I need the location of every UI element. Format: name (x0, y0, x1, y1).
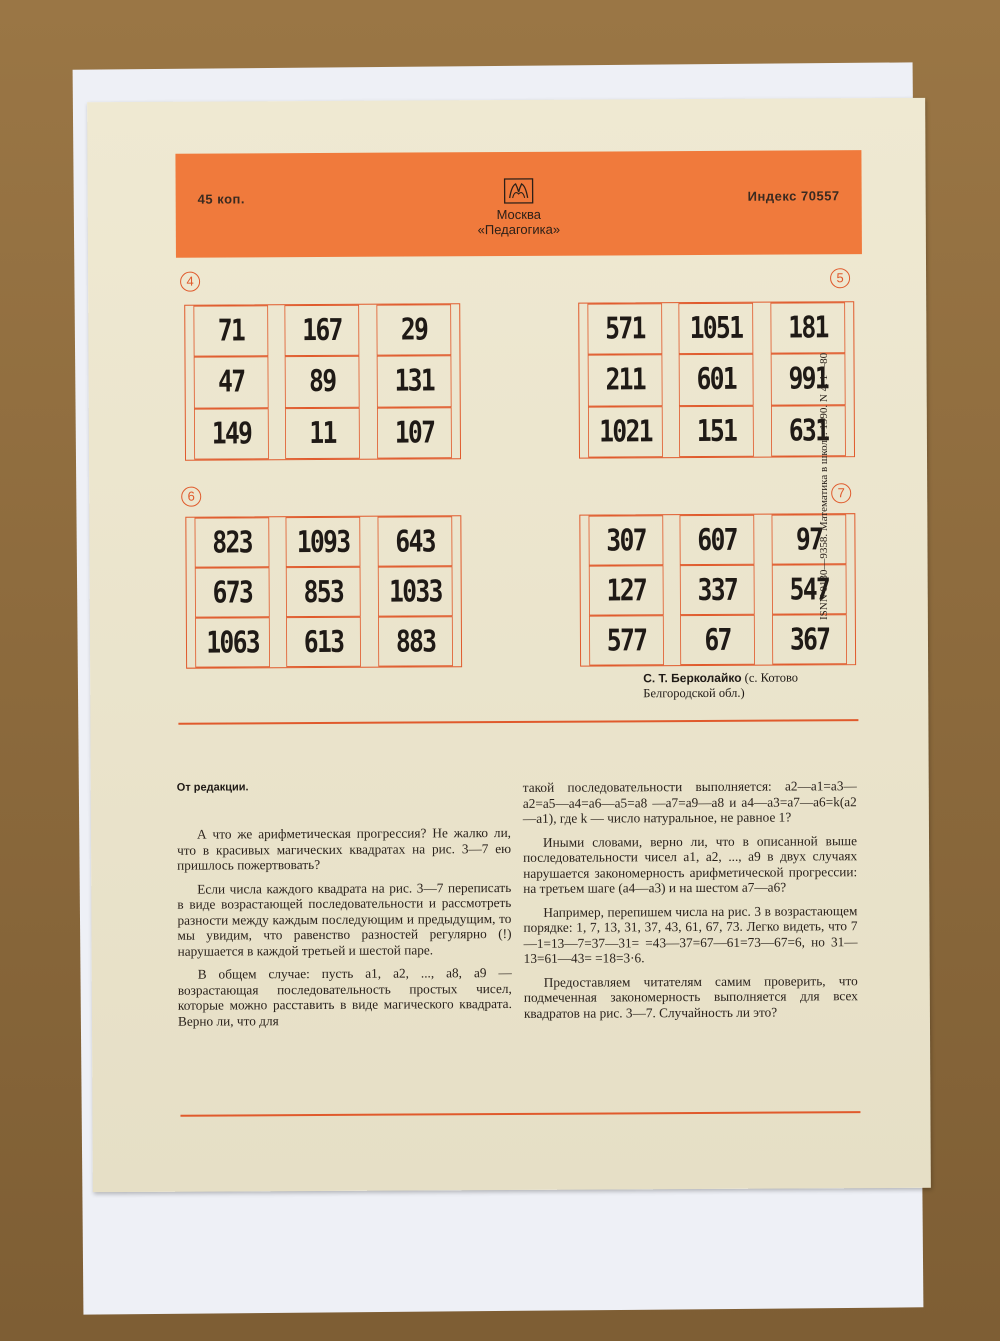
square-cell: 1021 (588, 406, 663, 458)
square-cell: 67 (680, 615, 755, 665)
paragraph: Иными словами, верно ли, что в описанной выше последовательности чисел a1, a2, ..., a9 в двух случаях нарушается закономерность арифметической прогрессии: на третьем шаге (a4—a3) и на шестом a7—a6? (523, 832, 858, 896)
square-cell: 601 (679, 354, 754, 406)
divider-top (178, 719, 858, 724)
square-cell: 1051 (679, 303, 754, 355)
square-cell: 1063 (195, 617, 270, 667)
square-cell: 883 (378, 616, 453, 666)
paragraph: А что же арифметическая прогрессия? Не жалко ли, что в красивых магических квадратах на рис. 3—7 ею пришлось пожертвовать? (177, 824, 512, 873)
paragraph: Например, перепишем числа на рис. 3 в возрастающем порядке: 1, 7, 13, 31, 37, 43, 61, 67, 73. Легко видеть, что 7—1=13—7=37—31= =43—37=67—61=73—67=6, но 31—13=61—43= =18=3·6. (523, 902, 858, 966)
publisher-city: Москва (496, 206, 541, 223)
square-cell: 127 (589, 565, 664, 615)
square-cell: 149 (194, 408, 269, 460)
hands-book-logo-icon (504, 178, 534, 204)
subscription-index: Индекс 70557 (747, 188, 840, 204)
publisher (176, 176, 862, 239)
paragraph: такой последовательности выполняется: a2—a1=a3—a2=a5—a4=a6—a5=a8 —a7=a9—a8 и a4—a3=a7—a6=k(a2—a1), где k — число натуральное, не равное 1? (522, 778, 857, 826)
square-cell: 1033 (377, 566, 452, 616)
square-cell: 613 (286, 617, 361, 667)
square-cell: 631 (771, 405, 846, 457)
figure-number-4: 4 (180, 272, 200, 292)
square-cell: 47 (194, 357, 269, 409)
square-cell: 643 (377, 516, 452, 566)
author-name: С. Т. Берколайко (643, 670, 742, 686)
editorial-heading: От редакции. (176, 781, 249, 794)
square-cell: 11 (285, 407, 360, 459)
square-cell: 571 (587, 303, 662, 355)
square-cell: 71 (193, 305, 268, 357)
square-cell: 337 (680, 565, 755, 615)
square-cell: 29 (376, 304, 451, 356)
editorial-column-left (177, 825, 512, 1037)
author-credit (643, 670, 873, 701)
magic-square-4 (184, 303, 461, 460)
publisher-name: «Педагогика» (477, 221, 561, 238)
square-cell: 673 (195, 567, 270, 617)
divider-bottom (180, 1111, 860, 1116)
square-cell: 547 (771, 564, 846, 614)
paragraph: Если числа каждого квадрата на рис. 3—7 переписать в виде возрастающей последовательности и рассмотреть разности между каждым последующим и предыдущим, то мы увидим, что равенство разностей регулярно (!) нарушается в каждой третьей и шестой паре. (177, 879, 512, 959)
square-cell: 151 (679, 405, 754, 457)
square-cell: 181 (770, 302, 845, 354)
issn-line: ISNN 0130—9358. Математика в школе. 1990. N 4. 1—80 (818, 352, 830, 620)
square-cell: 89 (285, 356, 360, 408)
square-cell: 107 (377, 407, 452, 459)
magic-square-7 (579, 513, 856, 666)
paragraph: В общем случае: пусть a1, a2, ..., a8, a9 — возрастающая последовательность простых чисел, которые можно расставить в виде магического квадрата. Верно ли, что для (177, 964, 512, 1029)
figure-number-6: 6 (181, 487, 201, 507)
square-cell: 131 (376, 356, 451, 408)
figure-number-5: 5 (830, 268, 850, 288)
magazine-page (87, 98, 931, 1192)
editorial-column-right (523, 778, 858, 1029)
square-cell: 211 (588, 355, 663, 407)
square-cell: 607 (680, 515, 755, 565)
square-cell: 853 (286, 567, 361, 617)
magic-square-5 (578, 301, 855, 458)
author-location: (с. Котово Белгородской обл.) (643, 670, 799, 701)
square-cell: 367 (772, 614, 847, 664)
square-cell: 823 (195, 517, 270, 567)
figure-number-7: 7 (831, 483, 851, 503)
paragraph: Предоставляем читателям самим проверить, что подмеченная закономерность выполняется для всех квадратов на рис. 3—7. Случайность ли это? (523, 972, 858, 1021)
header-banner (175, 150, 862, 258)
square-cell: 991 (770, 354, 845, 406)
square-cell: 1093 (286, 517, 361, 567)
square-cell: 577 (589, 615, 664, 665)
square-cell: 167 (285, 305, 360, 357)
price: 45 коп. (197, 191, 246, 207)
square-cell: 307 (589, 515, 664, 565)
magic-square-6 (185, 515, 462, 668)
square-cell: 97 (771, 514, 846, 564)
